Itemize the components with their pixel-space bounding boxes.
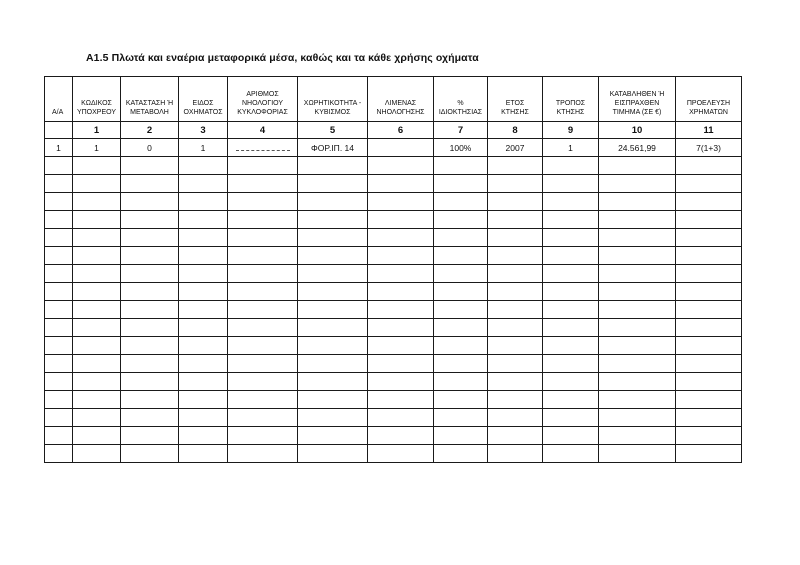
empty-cell	[73, 229, 121, 247]
empty-cell	[599, 337, 676, 355]
empty-cell	[676, 427, 742, 445]
empty-cell	[488, 373, 543, 391]
empty-cell	[599, 373, 676, 391]
empty-cell	[599, 391, 676, 409]
cell-price: 24.561,99	[599, 139, 676, 157]
empty-cell	[121, 247, 179, 265]
empty-cell	[676, 445, 742, 463]
empty-cell	[179, 247, 228, 265]
empty-cell	[45, 301, 73, 319]
column-header-capacity: ΧΩΡΗΤΙΚΟΤΗΤΑ - ΚΥΒΙΣΜΟΣ	[298, 77, 368, 122]
empty-cell	[73, 247, 121, 265]
empty-cell	[488, 175, 543, 193]
empty-cell	[676, 247, 742, 265]
empty-cell	[228, 211, 298, 229]
empty-cell	[298, 445, 368, 463]
empty-cell	[228, 355, 298, 373]
column-header-status: ΚΑΤΑΣΤΑΣΗ Ή ΜΕΤΑΒΟΛΗ	[121, 77, 179, 122]
empty-cell	[676, 175, 742, 193]
empty-cell	[543, 427, 599, 445]
empty-cell	[121, 427, 179, 445]
empty-table-row	[45, 427, 742, 445]
empty-cell	[228, 337, 298, 355]
empty-cell	[179, 157, 228, 175]
empty-cell	[121, 319, 179, 337]
empty-cell	[368, 301, 434, 319]
empty-cell	[45, 445, 73, 463]
empty-cell	[73, 193, 121, 211]
empty-cell	[543, 319, 599, 337]
empty-cell	[298, 427, 368, 445]
empty-cell	[434, 445, 488, 463]
empty-cell	[298, 211, 368, 229]
column-number: 2	[121, 122, 179, 139]
empty-cell	[298, 319, 368, 337]
empty-cell	[298, 301, 368, 319]
empty-cell	[434, 391, 488, 409]
vehicles-table	[44, 76, 742, 463]
empty-cell	[434, 355, 488, 373]
empty-table-row	[45, 445, 742, 463]
empty-cell	[368, 229, 434, 247]
empty-cell	[73, 373, 121, 391]
empty-cell	[298, 391, 368, 409]
empty-cell	[228, 409, 298, 427]
empty-cell	[73, 211, 121, 229]
empty-cell	[488, 301, 543, 319]
empty-cell	[543, 391, 599, 409]
empty-cell	[368, 193, 434, 211]
empty-cell	[179, 409, 228, 427]
empty-cell	[121, 373, 179, 391]
empty-cell	[543, 337, 599, 355]
empty-cell	[179, 319, 228, 337]
cell-code: 1	[73, 139, 121, 157]
cell-aa: 1	[45, 139, 73, 157]
empty-cell	[179, 427, 228, 445]
empty-cell	[368, 283, 434, 301]
empty-table-row	[45, 283, 742, 301]
empty-cell	[368, 355, 434, 373]
page-title: Α1.5 Πλωτά και εναέρια μεταφορικά μέσα, καθώς και τα κάθε χρήσης οχήματα	[86, 52, 479, 64]
empty-cell	[543, 265, 599, 283]
empty-table-row	[45, 229, 742, 247]
empty-cell	[676, 319, 742, 337]
empty-cell	[676, 301, 742, 319]
empty-cell	[676, 409, 742, 427]
empty-cell	[298, 355, 368, 373]
empty-cell	[179, 373, 228, 391]
cell-port	[368, 139, 434, 157]
empty-cell	[45, 211, 73, 229]
empty-table-row	[45, 373, 742, 391]
empty-cell	[73, 445, 121, 463]
empty-cell	[368, 337, 434, 355]
empty-cell	[121, 409, 179, 427]
empty-cell	[599, 193, 676, 211]
empty-cell	[121, 265, 179, 283]
cell-vehicle-type: 1	[179, 139, 228, 157]
column-header-vehicle-type: ΕΙΔΟΣ ΟΧΗΜΑΤΟΣ	[179, 77, 228, 122]
empty-cell	[676, 157, 742, 175]
empty-cell	[228, 157, 298, 175]
empty-cell	[676, 355, 742, 373]
empty-table-row	[45, 337, 742, 355]
empty-cell	[488, 391, 543, 409]
empty-cell	[488, 265, 543, 283]
empty-cell	[45, 193, 73, 211]
empty-cell	[298, 337, 368, 355]
empty-cell	[434, 175, 488, 193]
empty-table-row	[45, 175, 742, 193]
cell-status: 0	[121, 139, 179, 157]
column-header-ownership-percent: % ΙΔΙΟΚΤΗΣΙΑΣ	[434, 77, 488, 122]
empty-cell	[434, 157, 488, 175]
empty-cell	[179, 445, 228, 463]
column-number: 5	[298, 122, 368, 139]
column-header-acquisition-method: ΤΡΟΠΟΣ ΚΤΗΣΗΣ	[543, 77, 599, 122]
empty-cell	[228, 265, 298, 283]
empty-cell	[434, 301, 488, 319]
empty-cell	[368, 427, 434, 445]
redacted-value	[236, 145, 290, 151]
empty-cell	[599, 355, 676, 373]
empty-cell	[676, 229, 742, 247]
column-header-price: ΚΑΤΑΒΛΗΘΕΝ Ή ΕΙΣΠΡΑΧΘΕΝ ΤΙΜΗΜΑ (ΣΕ €)	[599, 77, 676, 122]
empty-cell	[179, 175, 228, 193]
empty-cell	[599, 283, 676, 301]
empty-cell	[488, 283, 543, 301]
empty-cell	[543, 247, 599, 265]
empty-cell	[228, 373, 298, 391]
empty-cell	[228, 301, 298, 319]
column-number: 11	[676, 122, 742, 139]
empty-table-row	[45, 355, 742, 373]
empty-cell	[298, 229, 368, 247]
empty-cell	[676, 193, 742, 211]
empty-cell	[179, 229, 228, 247]
empty-table-row	[45, 319, 742, 337]
empty-cell	[599, 265, 676, 283]
column-number: 8	[488, 122, 543, 139]
empty-cell	[121, 337, 179, 355]
empty-cell	[368, 157, 434, 175]
empty-cell	[488, 409, 543, 427]
column-header-acquisition-year: ΕΤΟΣ ΚΤΗΣΗΣ	[488, 77, 543, 122]
empty-cell	[45, 175, 73, 193]
column-header-aa: Α/Α	[45, 77, 73, 122]
empty-table-row	[45, 211, 742, 229]
empty-cell	[45, 355, 73, 373]
empty-cell	[121, 193, 179, 211]
empty-cell	[599, 247, 676, 265]
empty-cell	[434, 283, 488, 301]
column-number: 10	[599, 122, 676, 139]
empty-cell	[599, 445, 676, 463]
empty-cell	[488, 337, 543, 355]
empty-cell	[488, 427, 543, 445]
empty-cell	[434, 427, 488, 445]
empty-cell	[45, 373, 73, 391]
empty-cell	[179, 211, 228, 229]
empty-cell	[298, 175, 368, 193]
column-number: 4	[228, 122, 298, 139]
empty-cell	[543, 409, 599, 427]
empty-cell	[676, 373, 742, 391]
empty-cell	[368, 175, 434, 193]
empty-cell	[599, 319, 676, 337]
empty-cell	[543, 211, 599, 229]
empty-cell	[121, 157, 179, 175]
column-number: 1	[73, 122, 121, 139]
empty-cell	[434, 409, 488, 427]
empty-cell	[228, 247, 298, 265]
empty-cell	[121, 391, 179, 409]
empty-cell	[298, 193, 368, 211]
empty-cell	[543, 355, 599, 373]
empty-cell	[368, 211, 434, 229]
empty-table-row	[45, 301, 742, 319]
empty-cell	[488, 319, 543, 337]
empty-table-row	[45, 157, 742, 175]
empty-cell	[73, 355, 121, 373]
empty-cell	[121, 211, 179, 229]
empty-cell	[179, 355, 228, 373]
empty-cell	[73, 427, 121, 445]
empty-cell	[45, 265, 73, 283]
empty-cell	[228, 193, 298, 211]
empty-cell	[179, 265, 228, 283]
empty-table-row	[45, 409, 742, 427]
empty-cell	[543, 445, 599, 463]
cell-ownership-percent: 100%	[434, 139, 488, 157]
column-header-code: ΚΩΔΙΚΟΣ ΥΠΟΧΡΕΟΥ	[73, 77, 121, 122]
cell-registry-number	[228, 139, 298, 157]
empty-cell	[121, 445, 179, 463]
empty-cell	[73, 391, 121, 409]
column-number: 7	[434, 122, 488, 139]
empty-cell	[488, 229, 543, 247]
empty-cell	[73, 409, 121, 427]
empty-cell	[488, 211, 543, 229]
empty-cell	[488, 247, 543, 265]
empty-cell	[45, 283, 73, 301]
empty-cell	[121, 355, 179, 373]
empty-cell	[434, 229, 488, 247]
empty-cell	[228, 445, 298, 463]
empty-cell	[298, 157, 368, 175]
empty-cell	[228, 427, 298, 445]
empty-cell	[73, 319, 121, 337]
column-number: 3	[179, 122, 228, 139]
empty-cell	[298, 283, 368, 301]
empty-cell	[434, 319, 488, 337]
cell-acquisition-method: 1	[543, 139, 599, 157]
empty-cell	[434, 193, 488, 211]
cell-money-origin: 7(1+3)	[676, 139, 742, 157]
empty-cell	[368, 265, 434, 283]
column-number: 6	[368, 122, 434, 139]
empty-cell	[298, 265, 368, 283]
empty-cell	[121, 229, 179, 247]
empty-table-row	[45, 391, 742, 409]
empty-cell	[676, 265, 742, 283]
empty-cell	[45, 247, 73, 265]
empty-cell	[73, 175, 121, 193]
empty-cell	[543, 193, 599, 211]
empty-cell	[73, 283, 121, 301]
empty-cell	[73, 265, 121, 283]
empty-cell	[599, 157, 676, 175]
empty-cell	[543, 283, 599, 301]
column-number: 9	[543, 122, 599, 139]
empty-table-row	[45, 265, 742, 283]
empty-cell	[368, 409, 434, 427]
empty-cell	[121, 283, 179, 301]
empty-cell	[599, 409, 676, 427]
empty-cell	[434, 211, 488, 229]
empty-cell	[298, 247, 368, 265]
empty-cell	[228, 319, 298, 337]
empty-cell	[45, 319, 73, 337]
empty-cell	[488, 157, 543, 175]
empty-cell	[543, 157, 599, 175]
empty-cell	[121, 301, 179, 319]
empty-cell	[368, 247, 434, 265]
empty-cell	[179, 337, 228, 355]
empty-cell	[45, 157, 73, 175]
empty-cell	[434, 265, 488, 283]
empty-cell	[298, 409, 368, 427]
empty-cell	[45, 427, 73, 445]
empty-cell	[368, 391, 434, 409]
empty-cell	[599, 175, 676, 193]
empty-cell	[434, 247, 488, 265]
empty-cell	[488, 355, 543, 373]
empty-cell	[676, 283, 742, 301]
empty-cell	[543, 229, 599, 247]
table-row	[45, 139, 742, 157]
empty-cell	[45, 229, 73, 247]
empty-cell	[676, 337, 742, 355]
empty-cell	[45, 409, 73, 427]
empty-cell	[228, 229, 298, 247]
empty-cell	[599, 229, 676, 247]
empty-cell	[599, 301, 676, 319]
empty-cell	[73, 157, 121, 175]
header-row	[45, 77, 742, 122]
empty-cell	[488, 445, 543, 463]
empty-cell	[434, 373, 488, 391]
empty-cell	[179, 193, 228, 211]
empty-cell	[73, 337, 121, 355]
empty-cell	[179, 301, 228, 319]
empty-cell	[543, 373, 599, 391]
empty-cell	[298, 373, 368, 391]
column-header-port: ΛΙΜΕΝΑΣ ΝΗΟΛΟΓΗΣΗΣ	[368, 77, 434, 122]
empty-cell	[45, 337, 73, 355]
column-number	[45, 122, 73, 139]
column-header-money-origin: ΠΡΟΕΛΕΥΣΗ ΧΡΗΜΑΤΩΝ	[676, 77, 742, 122]
empty-cell	[368, 373, 434, 391]
empty-cell	[543, 175, 599, 193]
column-header-registry-number: ΑΡΙΘΜΟΣ ΝΗΟΛΟΓΙΟΥ ΚΥΚΛΟΦΟΡΙΑΣ	[228, 77, 298, 122]
empty-cell	[228, 283, 298, 301]
empty-cell	[676, 211, 742, 229]
empty-cell	[73, 301, 121, 319]
empty-cell	[45, 391, 73, 409]
empty-table-row	[45, 193, 742, 211]
empty-cell	[228, 391, 298, 409]
empty-cell	[599, 427, 676, 445]
empty-cell	[179, 391, 228, 409]
empty-cell	[434, 337, 488, 355]
empty-cell	[368, 319, 434, 337]
empty-cell	[228, 175, 298, 193]
empty-cell	[676, 391, 742, 409]
empty-cell	[179, 283, 228, 301]
column-number-row	[45, 122, 742, 139]
empty-cell	[488, 193, 543, 211]
empty-cell	[599, 211, 676, 229]
empty-cell	[121, 175, 179, 193]
empty-cell	[543, 301, 599, 319]
cell-acquisition-year: 2007	[488, 139, 543, 157]
cell-capacity: ΦΟΡ.ΙΠ. 14	[298, 139, 368, 157]
empty-cell	[368, 445, 434, 463]
empty-table-row	[45, 247, 742, 265]
